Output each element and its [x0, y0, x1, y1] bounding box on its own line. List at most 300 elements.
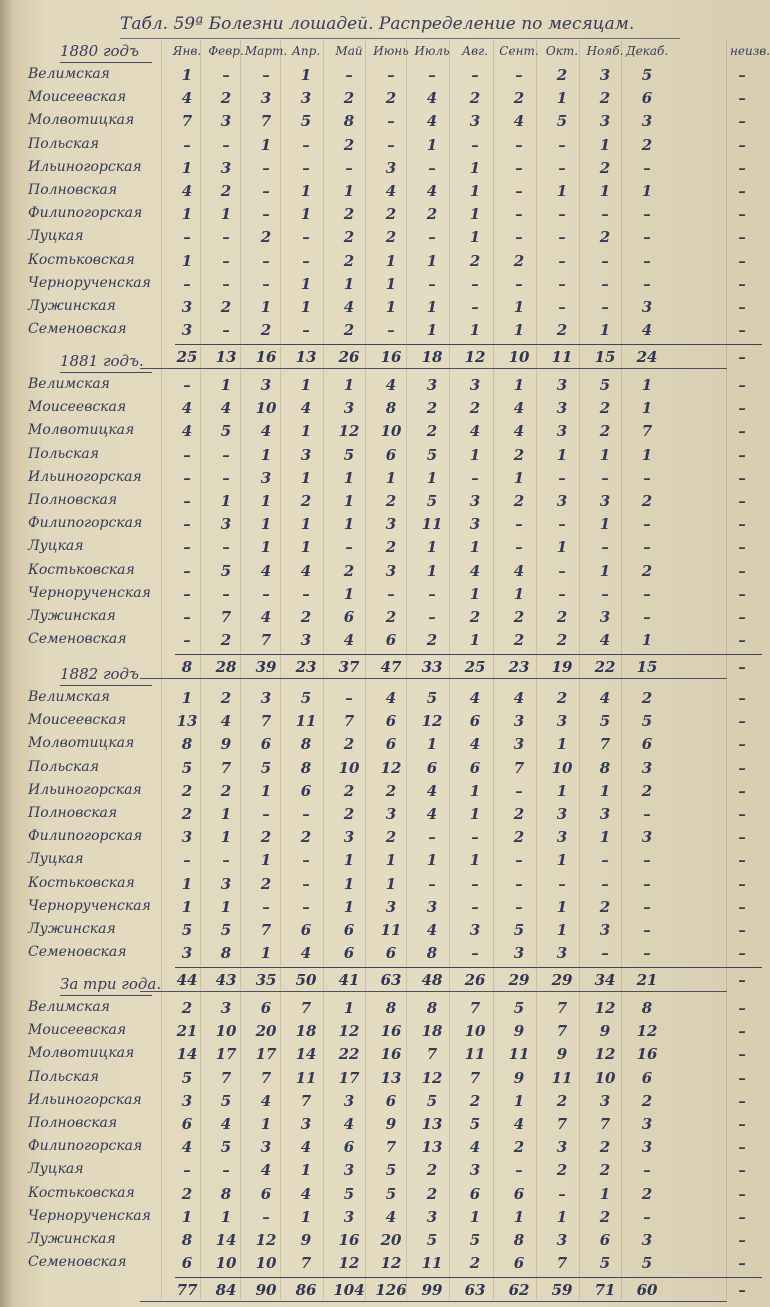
table-cell: 2: [260, 874, 272, 893]
table-cell: 2: [599, 89, 611, 108]
table-cell: –: [738, 1231, 746, 1249]
table-cell: 2: [556, 321, 568, 340]
table-cell: –: [262, 897, 270, 916]
table-cell: 1: [220, 828, 232, 847]
table-cell: 2: [599, 399, 611, 418]
table-cell: 5: [426, 492, 438, 510]
table-cell: 1: [556, 89, 568, 108]
table-cell: 1: [469, 205, 481, 224]
table-cell: –: [558, 274, 566, 293]
table-cell: –: [183, 376, 191, 394]
total-cell: 29: [551, 971, 573, 990]
table-cell: 5: [426, 1091, 438, 1110]
table-cell: 2: [513, 492, 525, 510]
table-cell: –: [428, 66, 436, 84]
table-cell: 9: [599, 1022, 611, 1041]
table-cell: 2: [599, 1207, 611, 1226]
table-row: [0, 1252, 762, 1274]
table-cell: 2: [513, 805, 525, 823]
table-cell: –: [558, 584, 566, 603]
column-guide-line: [161, 40, 162, 1300]
table-cell: –: [345, 66, 353, 84]
table-cell: 2: [469, 608, 481, 626]
table-cell: 1: [260, 445, 272, 464]
table-cell: 1: [513, 1091, 525, 1110]
table-cell: –: [738, 515, 746, 534]
total-cell: 84: [215, 1281, 237, 1300]
table-cell: –: [738, 445, 746, 464]
table-row: [0, 203, 762, 225]
table-row: [0, 710, 762, 732]
table-cell: 5: [260, 758, 272, 777]
table-cell: 1: [426, 298, 438, 316]
table-cell: 6: [469, 712, 481, 731]
table-cell: 1: [599, 1184, 611, 1203]
table-cell: 10: [215, 1254, 237, 1273]
table-cell: –: [515, 897, 523, 916]
table-row: [0, 583, 762, 605]
table-cell: 1: [513, 376, 525, 394]
table-cell: 18: [295, 1022, 317, 1041]
table-cell: –: [183, 631, 191, 650]
total-cell: 48: [421, 971, 443, 990]
table-cell: 3: [513, 712, 525, 731]
table-cell: 4: [181, 422, 193, 441]
table-cell: 7: [426, 1045, 438, 1064]
table-row: [0, 1206, 762, 1228]
table-row: [0, 490, 762, 512]
table-cell: 3: [300, 445, 312, 464]
table-cell: –: [738, 298, 746, 316]
table-row: [0, 780, 762, 802]
month-header: Сент.: [499, 44, 539, 58]
district-name: Моисеевская: [28, 1022, 127, 1039]
table-row: [0, 1113, 762, 1135]
table-cell: –: [558, 158, 566, 177]
table-cell: 1: [300, 1161, 312, 1180]
table-cell: 11: [295, 1068, 317, 1087]
month-header: Апр.: [291, 44, 321, 58]
table-cell: 3: [181, 828, 193, 847]
table-cell: 7: [556, 999, 568, 1017]
table-cell: 1: [300, 66, 312, 84]
table-cell: –: [428, 828, 436, 847]
table-row: [0, 849, 762, 871]
table-cell: 2: [599, 1138, 611, 1157]
table-cell: –: [558, 135, 566, 154]
table-cell: 4: [513, 399, 525, 418]
table-cell: –: [738, 944, 746, 963]
table-cell: 6: [343, 921, 355, 939]
section-label: 1881 годъ.: [60, 352, 152, 373]
table-row: [0, 803, 762, 825]
table-cell: 14: [215, 1231, 237, 1249]
table-cell: 1: [469, 158, 481, 177]
total-cell: 26: [338, 348, 360, 367]
table-row: [0, 87, 762, 109]
table-cell: 2: [343, 805, 355, 823]
total-cell: 39: [255, 658, 277, 677]
table-cell: –: [738, 1254, 746, 1273]
table-cell: 2: [599, 158, 611, 177]
total-cell: 104: [333, 1281, 365, 1300]
table-cell: 5: [343, 1184, 355, 1203]
table-cell: –: [738, 538, 746, 557]
district-name: Полновская: [28, 182, 118, 198]
district-name: Чернорученская: [28, 274, 151, 291]
table-cell: 11: [464, 1045, 486, 1064]
district-name: Луцкая: [28, 1161, 84, 1178]
table-cell: 1: [469, 182, 481, 200]
table-cell: 1: [385, 298, 397, 316]
total-cell: –: [738, 348, 746, 367]
table-cell: 3: [469, 921, 481, 939]
table-cell: 1: [469, 445, 481, 464]
table-cell: 4: [220, 712, 232, 731]
table-cell: 5: [641, 66, 653, 84]
table-cell: 2: [469, 89, 481, 108]
table-cell: –: [302, 851, 310, 870]
table-cell: 14: [295, 1045, 317, 1064]
table-cell: 1: [260, 851, 272, 870]
table-cell: –: [643, 921, 651, 939]
table-cell: 4: [513, 422, 525, 441]
table-cell: 2: [343, 205, 355, 224]
table-row: [0, 757, 762, 779]
table-cell: 4: [300, 561, 312, 580]
table-cell: –: [601, 851, 609, 870]
table-cell: –: [345, 158, 353, 177]
table-cell: 16: [636, 1045, 658, 1064]
month-header: Декаб.: [625, 44, 669, 58]
table-cell: 1: [343, 182, 355, 200]
table-cell: 7: [469, 1068, 481, 1087]
table-cell: 4: [260, 608, 272, 626]
table-cell: 2: [385, 828, 397, 847]
table-cell: –: [601, 274, 609, 293]
table-cell: –: [643, 608, 651, 626]
table-cell: 2: [556, 66, 568, 84]
total-cell: 18: [421, 348, 443, 367]
table-row: [0, 629, 762, 651]
table-cell: 6: [641, 735, 653, 754]
table-cell: 1: [469, 228, 481, 247]
table-row: [0, 64, 762, 86]
table-cell: 4: [599, 689, 611, 707]
table-cell: 3: [556, 376, 568, 394]
table-cell: 3: [181, 321, 193, 340]
table-cell: 1: [343, 851, 355, 870]
table-cell: 1: [469, 781, 481, 800]
table-cell: 8: [300, 735, 312, 754]
table-cell: 1: [385, 274, 397, 293]
table-cell: 2: [426, 1161, 438, 1180]
table-cell: 5: [385, 1184, 397, 1203]
table-cell: –: [262, 158, 270, 177]
column-guide-line: [406, 40, 407, 1300]
district-name: Польская: [28, 445, 99, 462]
table-cell: –: [471, 66, 479, 84]
table-cell: –: [515, 135, 523, 154]
table-cell: –: [738, 1184, 746, 1203]
table-cell: 2: [641, 689, 653, 707]
total-cell: 12: [464, 348, 486, 367]
month-header: Май: [335, 44, 363, 58]
table-cell: 5: [181, 1068, 193, 1087]
table-cell: 3: [641, 298, 653, 316]
table-cell: 1: [343, 468, 355, 487]
table-cell: 13: [421, 1138, 443, 1157]
table-cell: 1: [513, 321, 525, 340]
table-cell: 2: [556, 631, 568, 650]
district-name: Молвотицкая: [28, 735, 135, 752]
table-cell: 2: [556, 689, 568, 707]
table-cell: 1: [260, 781, 272, 800]
table-cell: 6: [260, 1184, 272, 1203]
table-cell: 3: [641, 1231, 653, 1249]
table-cell: 3: [300, 89, 312, 108]
table-cell: 3: [641, 758, 653, 777]
table-cell: 1: [220, 1207, 232, 1226]
table-cell: 5: [469, 1231, 481, 1249]
table-cell: –: [183, 608, 191, 626]
table-cell: 1: [220, 897, 232, 916]
table-cell: –: [183, 538, 191, 557]
total-cell: –: [738, 658, 746, 677]
table-cell: 3: [220, 158, 232, 177]
section-label: 1882 годъ: [60, 665, 152, 686]
table-cell: 4: [469, 689, 481, 707]
table-cell: 8: [599, 758, 611, 777]
table-cell: 4: [513, 561, 525, 580]
district-name: Велимская: [28, 66, 110, 82]
table-cell: 8: [426, 944, 438, 963]
table-cell: 4: [385, 376, 397, 394]
total-cell: 77: [176, 1281, 198, 1300]
district-name: Велимская: [28, 689, 110, 705]
table-cell: –: [738, 758, 746, 777]
table-cell: –: [428, 228, 436, 247]
total-cell: 19: [551, 658, 573, 677]
table-cell: 2: [641, 135, 653, 154]
table-cell: 5: [220, 422, 232, 441]
table-cell: 2: [426, 1184, 438, 1203]
table-cell: 17: [338, 1068, 360, 1087]
table-cell: 1: [260, 944, 272, 963]
table-cell: 7: [343, 712, 355, 731]
table-cell: 1: [599, 515, 611, 534]
table-cell: 1: [300, 515, 312, 534]
district-name: Чернорученская: [28, 584, 151, 601]
table-cell: –: [738, 399, 746, 418]
table-cell: –: [601, 251, 609, 270]
table-cell: –: [738, 1138, 746, 1157]
table-cell: 2: [220, 781, 232, 800]
table-cell: 1: [220, 376, 232, 394]
table-cell: 1: [300, 1207, 312, 1226]
table-cell: 3: [260, 89, 272, 108]
table-cell: 9: [385, 1115, 397, 1133]
table-cell: 3: [300, 631, 312, 650]
table-cell: 12: [421, 712, 443, 731]
table-cell: –: [428, 584, 436, 603]
total-cell: 50: [295, 971, 317, 990]
table-cell: 1: [469, 805, 481, 823]
table-cell: 1: [181, 158, 193, 177]
table-cell: 1: [556, 851, 568, 870]
total-cell: 23: [508, 658, 530, 677]
total-cell: 10: [508, 348, 530, 367]
table-cell: 3: [469, 515, 481, 534]
table-cell: –: [387, 66, 395, 84]
table-cell: 8: [300, 758, 312, 777]
table-cell: 9: [513, 1068, 525, 1087]
district-name: Костьковская: [28, 251, 135, 268]
table-cell: 21: [176, 1022, 198, 1041]
total-cell: 37: [338, 658, 360, 677]
table-cell: –: [222, 851, 230, 870]
table-cell: 5: [599, 712, 611, 731]
total-rule: [175, 344, 762, 345]
table-cell: 1: [556, 735, 568, 754]
table-cell: 1: [260, 492, 272, 510]
table-cell: 5: [220, 561, 232, 580]
table-cell: 17: [215, 1045, 237, 1064]
table-cell: 2: [513, 445, 525, 464]
table-cell: 3: [260, 1138, 272, 1157]
district-name: Молвотицкая: [28, 1045, 135, 1062]
table-cell: 3: [556, 944, 568, 963]
table-cell: 3: [260, 376, 272, 394]
table-cell: 4: [181, 1138, 193, 1157]
column-guide-line: [579, 40, 580, 1300]
table-cell: 6: [385, 944, 397, 963]
table-cell: 2: [385, 492, 397, 510]
table-cell: –: [738, 228, 746, 247]
table-cell: 5: [181, 921, 193, 939]
table-cell: 5: [513, 921, 525, 939]
table-cell: 2: [426, 205, 438, 224]
table-cell: 2: [599, 897, 611, 916]
table-cell: 2: [181, 999, 193, 1017]
table-cell: –: [387, 321, 395, 340]
table-row: [0, 296, 762, 318]
table-cell: 11: [551, 1068, 573, 1087]
total-cell: 16: [380, 348, 402, 367]
district-name: Семеновская: [28, 1254, 127, 1271]
table-cell: 10: [338, 758, 360, 777]
table-cell: 5: [220, 1138, 232, 1157]
table-cell: –: [262, 805, 270, 823]
table-cell: –: [387, 584, 395, 603]
total-cell: 63: [380, 971, 402, 990]
table-cell: 3: [556, 805, 568, 823]
table-cell: –: [738, 781, 746, 800]
column-guide-line: [365, 40, 366, 1300]
table-cell: 6: [513, 1254, 525, 1273]
table-cell: 3: [469, 492, 481, 510]
column-guide-line: [240, 40, 241, 1300]
table-cell: 1: [300, 298, 312, 316]
table-cell: 7: [220, 758, 232, 777]
month-header: Июнь: [373, 44, 409, 58]
table-cell: 5: [426, 689, 438, 707]
table-cell: –: [222, 321, 230, 340]
table-cell: –: [345, 689, 353, 707]
table-cell: 20: [255, 1022, 277, 1041]
table-cell: –: [738, 321, 746, 340]
table-cell: 4: [426, 182, 438, 200]
table-cell: 2: [343, 561, 355, 580]
table-cell: –: [738, 874, 746, 893]
table-cell: 5: [426, 1231, 438, 1249]
table-cell: 12: [594, 999, 616, 1017]
district-name: Филипогорская: [28, 205, 143, 222]
table-cell: –: [222, 445, 230, 464]
table-cell: 7: [641, 422, 653, 441]
table-cell: 4: [599, 631, 611, 650]
table-cell: 2: [513, 1138, 525, 1157]
table-cell: –: [471, 828, 479, 847]
district-name: Молвотицкая: [28, 112, 135, 129]
district-name: Моисеевская: [28, 399, 127, 416]
total-cell: 86: [295, 1281, 317, 1300]
month-header: Нояб.: [586, 44, 624, 58]
table-cell: 6: [300, 781, 312, 800]
table-cell: 16: [338, 1231, 360, 1249]
table-cell: 1: [599, 781, 611, 800]
district-name: Лужинская: [28, 921, 116, 937]
table-cell: 3: [220, 874, 232, 893]
table-cell: –: [183, 274, 191, 293]
table-cell: 1: [300, 538, 312, 557]
total-cell: 126: [375, 1281, 407, 1300]
table-row: [0, 444, 762, 466]
table-row: [0, 374, 762, 396]
district-name: Чернорученская: [28, 897, 151, 914]
table-cell: 2: [385, 205, 397, 224]
table-cell: 3: [599, 66, 611, 84]
total-cell: 59: [551, 1281, 573, 1300]
district-name: Польская: [28, 135, 99, 152]
table-cell: –: [471, 874, 479, 893]
table-cell: 12: [338, 1022, 360, 1041]
table-cell: 3: [599, 492, 611, 510]
table-cell: 2: [469, 1091, 481, 1110]
table-cell: –: [515, 66, 523, 84]
table-cell: 7: [260, 921, 272, 939]
table-cell: 4: [426, 89, 438, 108]
table-cell: –: [183, 445, 191, 464]
table-cell: 10: [464, 1022, 486, 1041]
table-cell: –: [302, 158, 310, 177]
table-cell: –: [738, 112, 746, 131]
total-cell: 41: [338, 971, 360, 990]
table-cell: 3: [220, 515, 232, 534]
total-cell: 35: [255, 971, 277, 990]
table-row: [0, 687, 762, 709]
table-cell: 2: [220, 689, 232, 707]
table-cell: –: [601, 944, 609, 963]
table-cell: 3: [385, 515, 397, 534]
table-cell: –: [387, 112, 395, 131]
table-cell: 1: [513, 298, 525, 316]
table-cell: 3: [599, 608, 611, 626]
table-cell: 7: [599, 1115, 611, 1133]
table-cell: –: [183, 228, 191, 247]
table-cell: 1: [469, 321, 481, 340]
district-name: Луцкая: [28, 228, 84, 245]
